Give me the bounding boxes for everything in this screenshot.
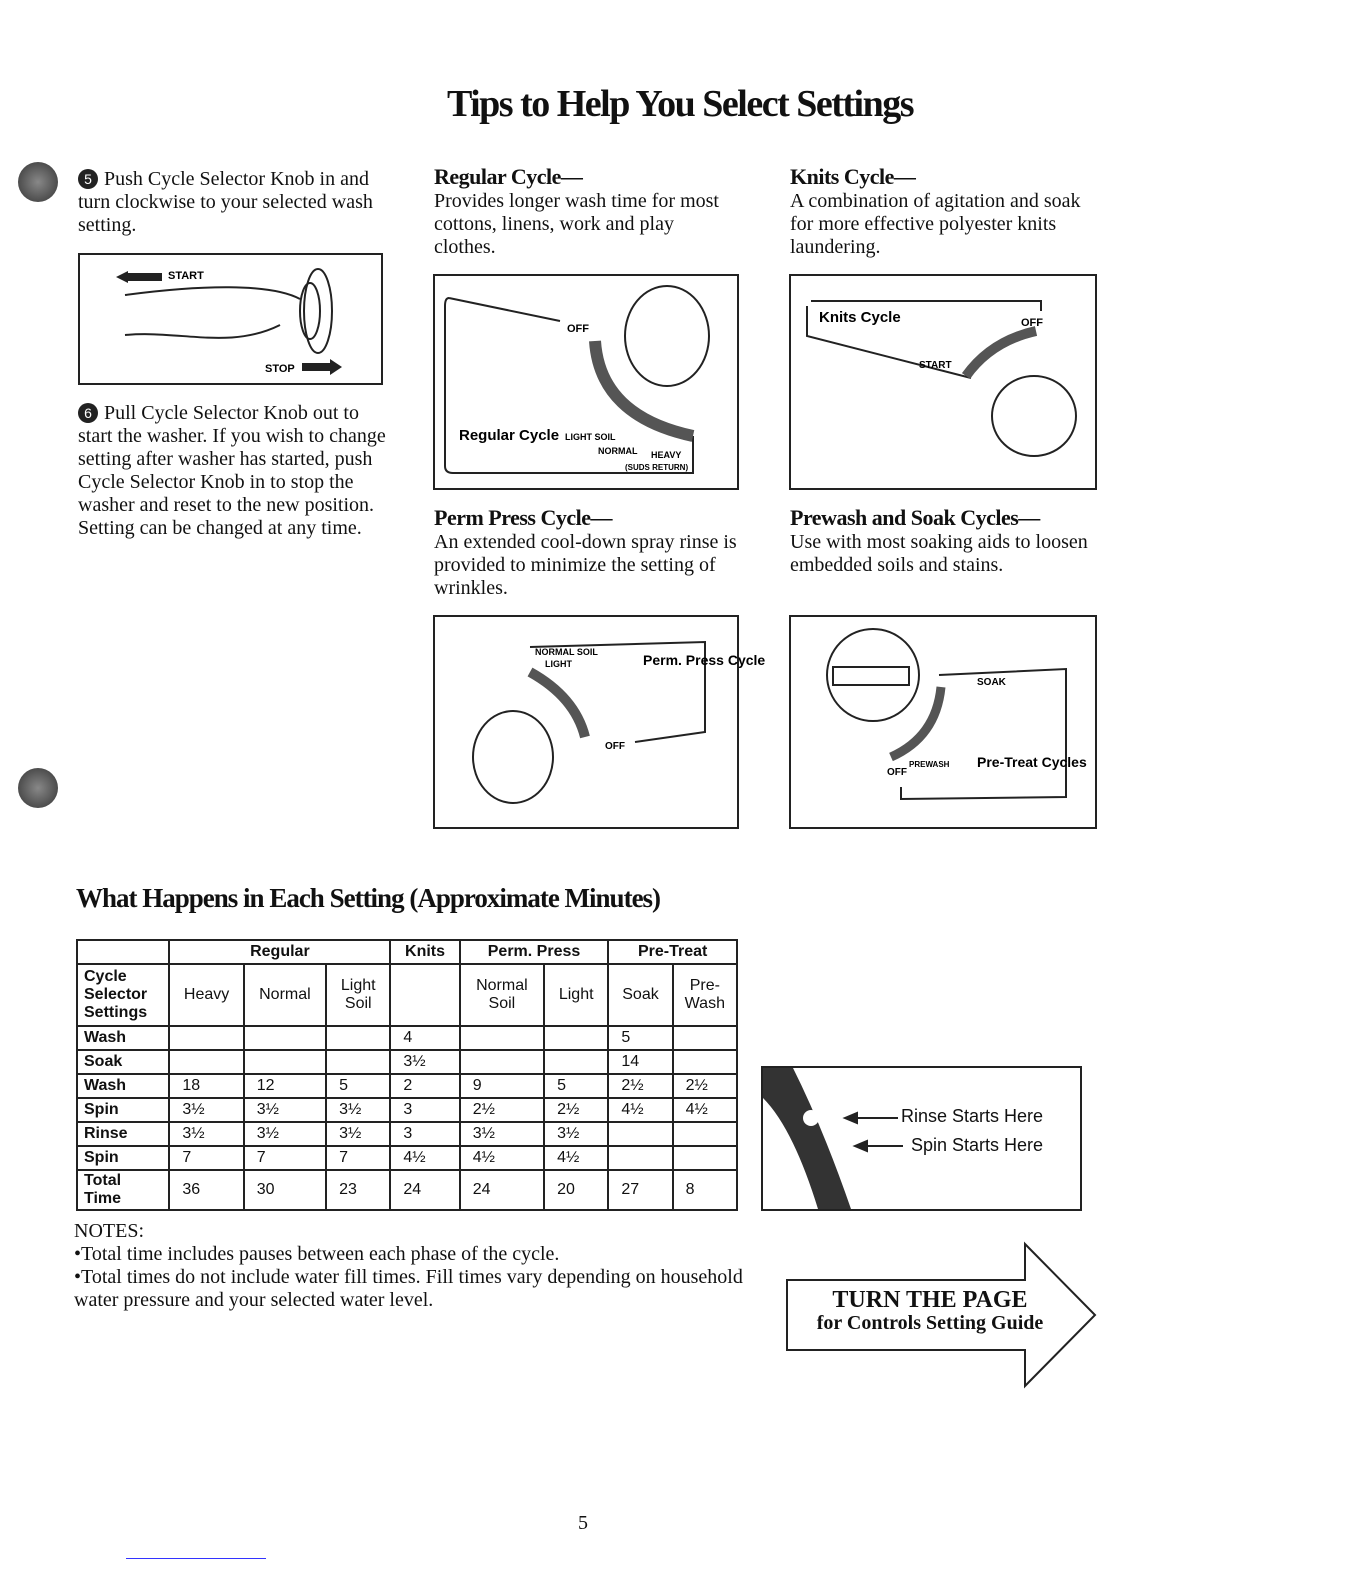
- table-cell: [608, 1122, 672, 1146]
- table-cell: [460, 1026, 544, 1050]
- table-cell: [244, 1026, 326, 1050]
- table-cell: 2½: [460, 1098, 544, 1122]
- regular-text: Provides longer wash time for most cottons, linens, work and play clothes.: [434, 190, 719, 258]
- table-cell: 3½: [169, 1122, 243, 1146]
- table-cell: 14: [608, 1050, 672, 1074]
- row-label: Soak: [77, 1050, 169, 1074]
- table-cell: 3½: [244, 1122, 326, 1146]
- off-label: OFF: [605, 741, 625, 752]
- column-header: [390, 964, 459, 1026]
- table-cell: 20: [544, 1170, 608, 1210]
- prewash-label: PREWASH: [909, 760, 950, 769]
- perm-heading: Perm Press Cycle—: [434, 505, 613, 530]
- group-header: Regular: [169, 940, 390, 964]
- diagram-title: Knits Cycle: [819, 309, 901, 326]
- table-cell: 4½: [460, 1146, 544, 1170]
- normal-soil-label: NORMAL SOIL: [535, 647, 598, 657]
- table-cell: 4½: [673, 1098, 737, 1122]
- table-cell: [169, 1026, 243, 1050]
- group-header-row: [77, 940, 737, 964]
- row-label: Wash: [77, 1026, 169, 1050]
- knits-cycle-section: [790, 164, 1090, 259]
- column-header: Pre-Wash: [673, 964, 737, 1026]
- group-header: Perm. Press: [460, 940, 609, 964]
- group-header: Pre-Treat: [608, 940, 737, 964]
- table-cell: 7: [169, 1146, 243, 1170]
- table-cell: 27: [608, 1170, 672, 1210]
- spin-starts-label: Spin Starts Here: [911, 1135, 1044, 1155]
- column-header: Light Soil: [326, 964, 390, 1026]
- table-cell: 3: [390, 1098, 459, 1122]
- table-row: [77, 1026, 737, 1050]
- regular-cycle-section: [434, 164, 734, 259]
- off-label: OFF: [1021, 317, 1043, 329]
- normal-label: NORMAL: [598, 446, 638, 456]
- off-label: OFF: [887, 767, 907, 778]
- knits-heading: Knits Cycle—: [790, 164, 916, 189]
- table-row: [77, 1122, 737, 1146]
- binder-hole-icon: [18, 162, 58, 202]
- table-cell: 2½: [544, 1098, 608, 1122]
- note-item: •Total time includes pauses between each phase of the cycle.: [74, 1243, 560, 1265]
- table-cell: 2: [390, 1074, 459, 1098]
- perm-text: An extended cool-down spray rinse is provided to minimize the setting of wrinkles.: [434, 531, 737, 599]
- table-row: [77, 1074, 737, 1098]
- soak-label: SOAK: [977, 677, 1006, 688]
- start-label: START: [168, 270, 204, 282]
- off-label: OFF: [567, 323, 589, 335]
- table-cell: 30: [244, 1170, 326, 1210]
- column-header: Light: [544, 964, 608, 1026]
- table-cell: 24: [390, 1170, 459, 1210]
- step-text: Push Cycle Selector Knob in and turn clockwise to your selected wash setting.: [78, 168, 373, 236]
- table-cell: 18: [169, 1074, 243, 1098]
- page-title: Tips to Help You Select Settings: [446, 83, 914, 125]
- table-cell: 3½: [390, 1050, 459, 1074]
- stop-label: STOP: [265, 363, 295, 375]
- table-row: [77, 1050, 737, 1074]
- turn-the-page-arrow: [785, 1242, 1100, 1388]
- table-cell: [544, 1050, 608, 1074]
- notes-heading: NOTES:: [74, 1220, 144, 1242]
- table-cell: 3½: [544, 1122, 608, 1146]
- table-cell: [326, 1026, 390, 1050]
- page-number: 5: [578, 1512, 588, 1534]
- table-cell: 3½: [326, 1122, 390, 1146]
- table-cell: 2½: [608, 1074, 672, 1098]
- table-cell: [673, 1026, 737, 1050]
- table-cell: [673, 1146, 737, 1170]
- turn-page-line2: for Controls Setting Guide: [816, 1312, 1044, 1334]
- perm-press-diagram: [433, 615, 766, 829]
- table-cell: 3½: [244, 1098, 326, 1122]
- table-cell: 4½: [544, 1146, 608, 1170]
- table-cell: 3½: [460, 1122, 544, 1146]
- table-cell: [460, 1050, 544, 1074]
- row-label: Rinse: [77, 1122, 169, 1146]
- table-cell: [326, 1050, 390, 1074]
- table-cell: 24: [460, 1170, 544, 1210]
- note-text: Total times do not include water fill times. Fill times vary depending on household water pressure and your selected water level.: [74, 1266, 743, 1311]
- table-row: [77, 1170, 737, 1210]
- table-cell: 5: [544, 1074, 608, 1098]
- table-cell: [673, 1050, 737, 1074]
- column-header: Heavy: [169, 964, 243, 1026]
- rinse-spin-legend: [761, 1066, 1082, 1211]
- light-soil-label: LIGHT SOIL: [565, 432, 616, 442]
- knits-text: A combination of agitation and soak for more effective polyester knits laundering.: [790, 190, 1081, 258]
- table-cell: [169, 1050, 243, 1074]
- group-header: Knits: [390, 940, 459, 964]
- prewash-soak-section: [790, 505, 1100, 577]
- divider: [126, 1558, 266, 1559]
- step-text: Pull Cycle Selector Knob out to start the washer. If you wish to change setting after washer has started, push Cycle Selector Knob in to stop the washer and reset to the new position. Setting can be changed at any time.: [78, 402, 386, 539]
- notes: [74, 1220, 754, 1312]
- suds-label: (SUDS RETURN): [625, 463, 689, 472]
- turn-page-line1: TURN THE PAGE: [832, 1287, 1028, 1313]
- table-cell: 4½: [390, 1146, 459, 1170]
- prewash-heading: Prewash and Soak Cycles—: [790, 505, 1040, 530]
- table-cell: 12: [244, 1074, 326, 1098]
- step-number: 5: [78, 169, 98, 189]
- step-5: [78, 168, 388, 237]
- prewash-text: Use with most soaking aids to loosen embedded soils and stains.: [790, 531, 1088, 576]
- subheader-row: [77, 964, 737, 1026]
- start-label: START: [919, 360, 952, 371]
- rinse-starts-label: Rinse Starts Here: [901, 1106, 1044, 1126]
- step-number: 6: [78, 403, 98, 423]
- perm-press-section: [434, 505, 744, 600]
- row-label: Spin: [77, 1098, 169, 1122]
- row-label: Wash: [77, 1074, 169, 1098]
- table-cell: [244, 1050, 326, 1074]
- column-header: Normal Soil: [460, 964, 544, 1026]
- table-cell: 5: [326, 1074, 390, 1098]
- table-cell: 23: [326, 1170, 390, 1210]
- table-cell: 4½: [608, 1098, 672, 1122]
- note-text: Total time includes pauses between each phase of the cycle.: [81, 1243, 560, 1265]
- table-cell: [608, 1146, 672, 1170]
- table-cell: 3: [390, 1122, 459, 1146]
- table-cell: 7: [326, 1146, 390, 1170]
- step-6: [78, 402, 388, 540]
- diagram-title: Regular Cycle: [459, 427, 560, 444]
- table-cell: 4: [390, 1026, 459, 1050]
- row-label: Spin: [77, 1146, 169, 1170]
- table-cell: 2½: [673, 1074, 737, 1098]
- table-cell: [673, 1122, 737, 1146]
- table-cell: 7: [244, 1146, 326, 1170]
- binder-hole-icon: [18, 768, 58, 808]
- regular-heading: Regular Cycle—: [434, 164, 583, 189]
- table-row: [77, 1146, 737, 1170]
- diagram-title: Pre-Treat Cycles: [977, 754, 1087, 770]
- table-cell: 36: [169, 1170, 243, 1210]
- table-cell: 3½: [326, 1098, 390, 1122]
- table-cell: [544, 1026, 608, 1050]
- table-cell: 3½: [169, 1098, 243, 1122]
- table-cell: 9: [460, 1074, 544, 1098]
- diagram-title: Perm. Press Cycle: [643, 652, 766, 668]
- knits-cycle-diagram: [789, 274, 1097, 490]
- section-title: What Happens in Each Setting (Approximate Minutes): [76, 883, 661, 913]
- heavy-label: HEAVY: [651, 450, 682, 460]
- knob-diagram: [78, 253, 383, 385]
- table-row: [77, 1098, 737, 1122]
- note-item: •Total times do not include water fill times. Fill times vary depending on household water pressure and your selected water level.: [74, 1266, 743, 1311]
- empty-cell: [77, 940, 169, 964]
- cycle-times-table: [76, 939, 738, 1211]
- row-label: Total Time: [77, 1170, 169, 1210]
- table-cell: 8: [673, 1170, 737, 1210]
- corner-header: Cycle Selector Settings: [77, 964, 169, 1026]
- table-cell: 5: [608, 1026, 672, 1050]
- light-label: LIGHT: [545, 659, 572, 669]
- column-header: Normal: [244, 964, 326, 1026]
- pretreat-diagram: [789, 615, 1097, 829]
- column-header: Soak: [608, 964, 672, 1026]
- regular-cycle-diagram: [433, 274, 739, 490]
